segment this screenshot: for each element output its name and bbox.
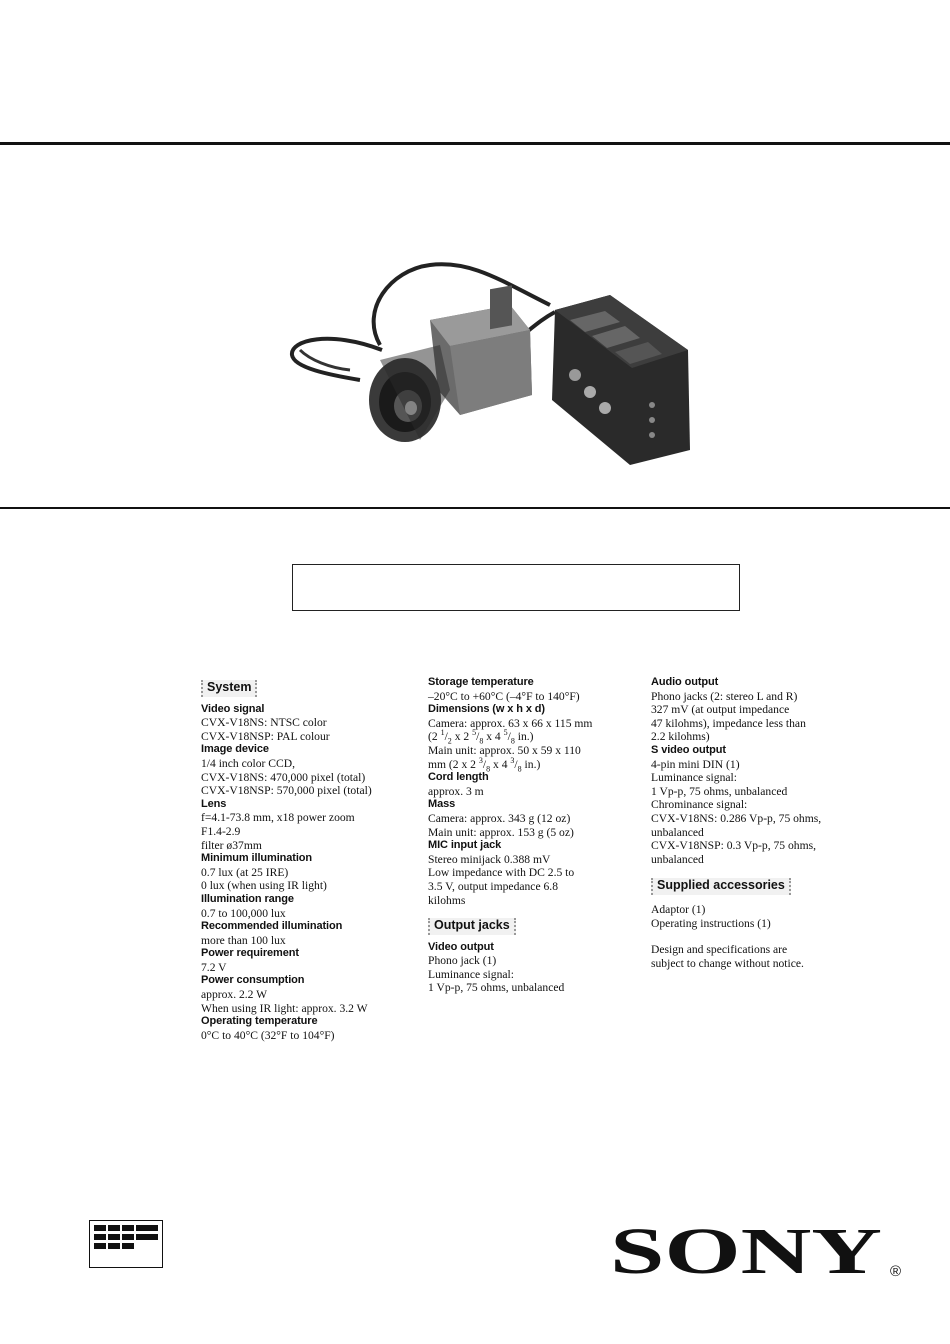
spec-line: 7.2 V bbox=[201, 960, 227, 974]
spec-line: filter ø37mm bbox=[201, 838, 262, 852]
spec-line: 327 mV (at output impedance bbox=[651, 703, 790, 717]
sony-logo bbox=[610, 1222, 910, 1282]
spec-line: –20°C to +60°C (–4°F to 140°F) bbox=[428, 689, 580, 703]
spec-heading: Recommended illumination bbox=[201, 920, 343, 933]
spec-line: kilohms bbox=[428, 893, 466, 907]
spec-heading: Power consumption bbox=[201, 974, 305, 987]
spec-heading: Mass bbox=[428, 798, 456, 811]
registered-mark: ® bbox=[890, 1263, 902, 1280]
spec-heading: Video signal bbox=[201, 702, 265, 715]
spec-line: 47 kilohms), impedance less than bbox=[651, 716, 806, 730]
spec-line: Low impedance with DC 2.5 to bbox=[428, 866, 575, 880]
spec-heading: Operating temperature bbox=[201, 1015, 318, 1028]
accessory-item: Adaptor (1) bbox=[651, 902, 706, 916]
spec-line: CVX-V18NSP: 570,000 pixel (total) bbox=[201, 784, 372, 798]
spec-heading: MIC input jack bbox=[428, 839, 502, 852]
spec-line: approx. 2.2 W bbox=[201, 988, 268, 1002]
spec-line: Luminance signal: bbox=[651, 771, 737, 785]
notice-line: subject to change without notice. bbox=[651, 956, 804, 970]
spec-line: When using IR light: approx. 3.2 W bbox=[201, 1001, 368, 1015]
spec-line: Camera: approx. 343 g (12 oz) bbox=[428, 811, 571, 825]
spec-heading: Audio output bbox=[651, 676, 719, 688]
spec-line: Chrominance signal: bbox=[651, 798, 748, 812]
spec-line: 0.7 lux (at 25 IRE) bbox=[201, 865, 289, 879]
sony-logo-text: SONY bbox=[610, 1222, 882, 1282]
spec-line-fraction: mm (2 x 2 $^3/_8$ x 4 $^3/_8$ in.) bbox=[428, 755, 541, 773]
spec-line: 1/4 inch color CCD, bbox=[201, 756, 296, 770]
spec-line: more than 100 lux bbox=[201, 933, 286, 947]
system-section-title: System bbox=[201, 680, 257, 697]
spec-column-3 bbox=[651, 676, 821, 970]
spec-heading: Power requirement bbox=[201, 947, 299, 960]
spec-line: CVX-V18NS: NTSC color bbox=[201, 716, 327, 730]
service-manual-block-logo bbox=[89, 1220, 163, 1268]
model-title-box bbox=[292, 564, 740, 611]
spec-heading: Minimum illumination bbox=[201, 852, 313, 865]
spec-line: f=4.1-73.8 mm, x18 power zoom bbox=[201, 811, 355, 825]
spec-line: unbalanced bbox=[651, 852, 704, 866]
spec-line: F1.4-2.9 bbox=[201, 824, 241, 838]
spec-heading: Storage temperature bbox=[428, 676, 534, 688]
notice-line: Design and specifications are bbox=[651, 943, 788, 957]
spec-line: 0.7 to 100,000 lux bbox=[201, 906, 286, 920]
spec-line: Main unit: approx. 50 x 59 x 110 bbox=[428, 743, 581, 757]
spec-column-2 bbox=[428, 676, 592, 995]
spec-line: Main unit: approx. 153 g (5 oz) bbox=[428, 825, 574, 839]
spec-line: unbalanced bbox=[651, 825, 704, 839]
output-jacks-section-title: Output jacks bbox=[428, 918, 516, 935]
spec-line: 0 lux (when using IR light) bbox=[201, 879, 327, 893]
spec-heading: Dimensions (w x h x d) bbox=[428, 703, 545, 716]
supplied-accessories-section-title: Supplied accessories bbox=[651, 878, 791, 895]
spec-line: Phono jack (1) bbox=[428, 954, 497, 968]
top-rule bbox=[0, 142, 950, 145]
spec-line: Stereo minijack 0.388 mV bbox=[428, 852, 551, 866]
spec-heading: Image device bbox=[201, 743, 269, 756]
spec-line: 4-pin mini DIN (1) bbox=[651, 757, 740, 771]
spec-line-fraction: (2 $^1/_2$ x 2 $^5/_8$ x 4 $^5/_8$ in.) bbox=[428, 728, 534, 746]
spec-line: 0°C to 40°C (32°F to 104°F) bbox=[201, 1028, 335, 1042]
spec-line: CVX-V18NSP: PAL colour bbox=[201, 729, 330, 743]
spec-heading: Illumination range bbox=[201, 892, 294, 905]
spec-line: CVX-V18NSP: 0.3 Vp-p, 75 ohms, bbox=[651, 839, 817, 853]
spec-column-1 bbox=[201, 676, 372, 1042]
spec-line: 2.2 kilohms) bbox=[651, 730, 710, 744]
spec-heading: Video output bbox=[428, 940, 494, 953]
spec-line: 1 Vp-p, 75 ohms, unbalanced bbox=[651, 784, 788, 798]
middle-rule bbox=[0, 507, 950, 509]
spec-line: Phono jacks (2: stereo L and R) bbox=[651, 689, 798, 703]
spec-heading: Lens bbox=[201, 797, 227, 810]
spec-heading: Cord length bbox=[428, 771, 489, 784]
spec-line: CVX-V18NS: 0.286 Vp-p, 75 ohms, bbox=[651, 811, 822, 825]
spec-line: approx. 3 m bbox=[428, 784, 484, 798]
spec-line: CVX-V18NS: 470,000 pixel (total) bbox=[201, 770, 366, 784]
spec-line: Camera: approx. 63 x 66 x 115 mm bbox=[428, 716, 593, 730]
spec-line: 3.5 V, output impedance 6.8 bbox=[428, 879, 558, 893]
spec-line: Luminance signal: bbox=[428, 967, 514, 981]
camera-product-photo bbox=[270, 250, 710, 480]
spec-heading: S video output bbox=[651, 743, 726, 756]
spec-line: 1 Vp-p, 75 ohms, unbalanced bbox=[428, 981, 565, 995]
accessory-item: Operating instructions (1) bbox=[651, 916, 771, 930]
